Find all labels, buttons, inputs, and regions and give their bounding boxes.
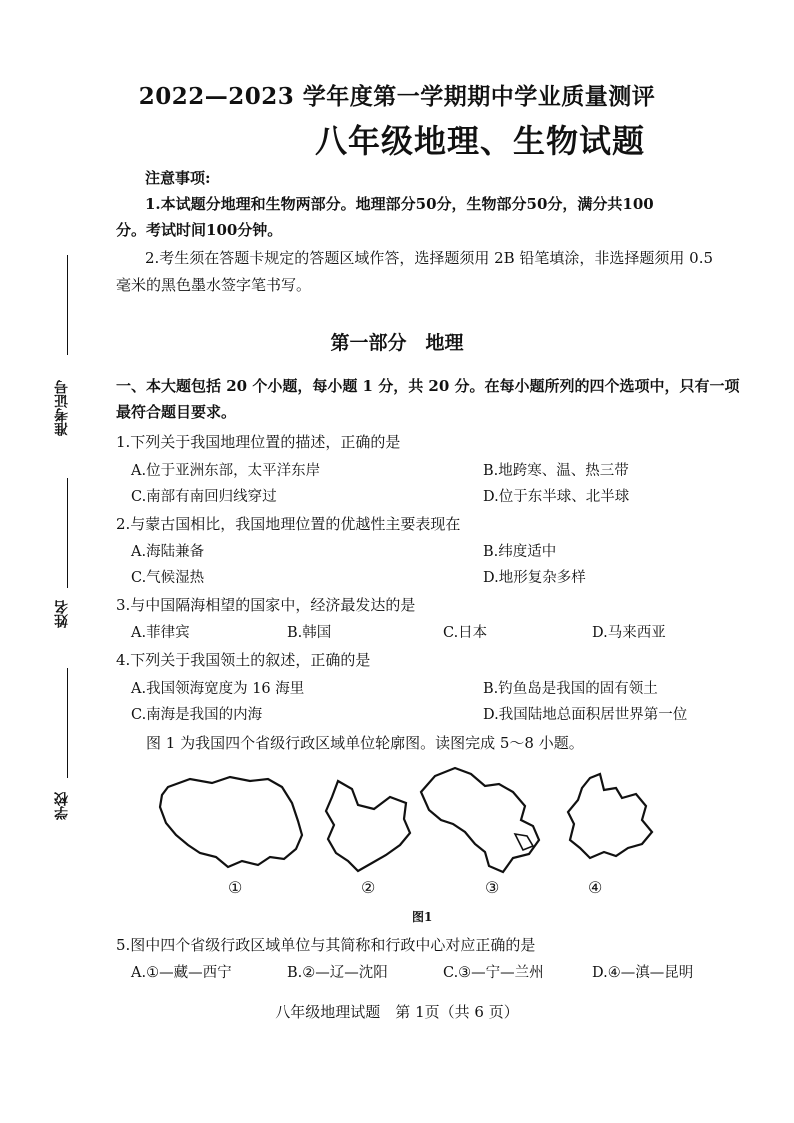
q3-option-c: C.日本	[443, 625, 488, 641]
figure-label-2: ②	[361, 878, 376, 897]
school-line	[67, 668, 68, 778]
province-outline-1	[150, 765, 310, 875]
province-outline-2	[318, 775, 418, 875]
notice-heading: 注意事项:	[145, 169, 211, 187]
q4-option-a: A.我国领海宽度为 16 海里	[131, 681, 305, 697]
part1-instruction-line2: 最符合题目要求。	[116, 403, 237, 421]
notice-item2-line2: 毫米的黑色墨水签字笔书写。	[116, 276, 312, 294]
figure-label-1: ①	[228, 878, 243, 897]
q5-stem: 5.图中四个省级行政区域单位与其简称和行政中心对应正确的是	[116, 936, 536, 954]
q4-option-c: C.南海是我国的内海	[131, 707, 263, 723]
q2-option-d: D.地形复杂多样	[483, 570, 586, 586]
q1-option-d: D.位于东半球、北半球	[483, 489, 630, 505]
exam-title-line2: 八年级地理、生物试题	[314, 122, 645, 160]
figure-caption: 图1	[412, 910, 433, 924]
notice-item2-line1: 2.考生须在答题卡规定的答题区域作答，选择题须用 2B 铅笔填涂，非选择题须用 0.5	[145, 249, 714, 267]
province-outline-3	[415, 762, 555, 877]
name-line	[67, 478, 68, 588]
q5-option-b: B.②—辽—沈阳	[287, 965, 388, 981]
q1-option-b: B.地跨寒、温、热三带	[483, 463, 629, 479]
page-footer: 八年级地理试题 第 1页（共 6 页）	[275, 1003, 519, 1021]
q2-option-b: B.纬度适中	[483, 544, 557, 560]
q1-stem: 1.下列关于我国地理位置的描述，正确的是	[116, 433, 401, 451]
q3-stem: 3.与中国隔海相望的国家中，经济最发达的是	[116, 596, 416, 614]
q2-option-a: A.海陆兼备	[131, 544, 205, 560]
name-label: 姓名	[54, 600, 70, 628]
figure-label-3: ③	[485, 878, 500, 897]
q3-option-d: D.马来西亚	[592, 625, 666, 641]
school-label: 学校	[54, 792, 70, 820]
figure-intro: 图 1 为我国四个省级行政区域单位轮廓图。读图完成 5～8 小题。	[146, 734, 584, 752]
exam-title-line1: 2022—2023 学年度第一学期期中学业质量测评	[138, 83, 656, 110]
q2-stem: 2.与蒙古国相比，我国地理位置的优越性主要表现在	[116, 515, 461, 533]
q1-option-c: C.南部有南回归线穿过	[131, 489, 277, 505]
notice-item1-line2: 分。考试时间100分钟。	[116, 221, 283, 239]
province-outline-4	[560, 770, 660, 870]
q2-option-c: C.气候湿热	[131, 570, 205, 586]
q3-option-b: B.韩国	[287, 625, 332, 641]
q4-option-b: B.钓鱼岛是我国的固有领土	[483, 681, 658, 697]
q1-option-a: A.位于亚洲东部，太平洋东岸	[131, 463, 321, 479]
exam-id-label: 准考证号	[54, 380, 70, 436]
q5-option-a: A.①—藏—西宁	[131, 965, 232, 981]
q4-option-d: D.我国陆地总面积居世界第一位	[483, 707, 688, 723]
q5-option-c: C.③—宁—兰州	[443, 965, 544, 981]
notice-item1-line1: 1.本试题分地理和生物两部分。地理部分50分，生物部分50分，满分共100	[145, 195, 654, 213]
part1-instruction-line1: 一、本大题包括 20 个小题，每小题 1 分，共 20 分。在每小题所列的四个选项中，只有一项	[116, 377, 740, 395]
q4-stem: 4.下列关于我国领土的叙述，正确的是	[116, 651, 371, 669]
section-title: 第一部分 地理	[330, 332, 464, 354]
figure-label-4: ④	[588, 878, 603, 897]
q5-option-d: D.④—滇—昆明	[592, 965, 694, 981]
q3-option-a: A.菲律宾	[131, 625, 190, 641]
